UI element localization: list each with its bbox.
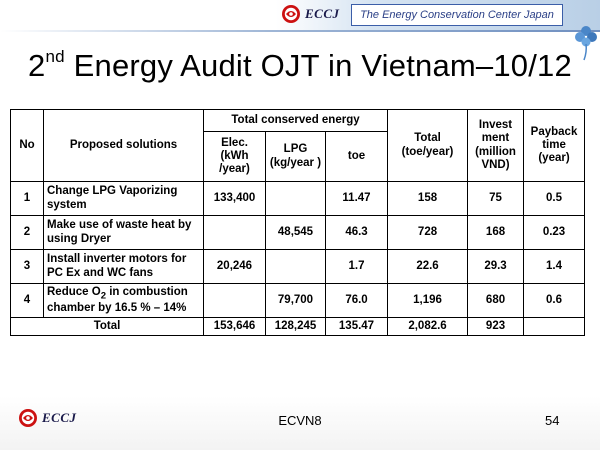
table-row: [11, 284, 585, 318]
title-ordinal-number: 2: [28, 48, 46, 83]
table-row: [11, 250, 585, 284]
total-row: [11, 318, 585, 336]
eccj-emblem-icon: [281, 4, 301, 24]
total-toe: 135.47: [326, 318, 388, 336]
cell-lpg: [266, 250, 326, 284]
logo-text: ECCJ: [305, 6, 340, 21]
solution-text-pre: Reduce O: [47, 286, 101, 299]
cell-toe: 1.7: [326, 250, 388, 284]
total-label: Total: [11, 318, 204, 336]
cell-toe: 46.3: [326, 216, 388, 250]
header-conserved-energy: Total conserved energy: [204, 110, 388, 132]
header-payback: Payback time (year): [524, 110, 585, 182]
cell-toe: 76.0: [326, 284, 388, 318]
cell-no: 4: [11, 284, 44, 318]
footer-logo-text: ECCJ: [42, 410, 77, 425]
cell-total: 22.6: [388, 250, 468, 284]
title-text: Energy Audit OJT in Vietnam–10/12: [64, 48, 572, 83]
cell-toe: 11.47: [326, 182, 388, 216]
total-invest: 923: [468, 318, 524, 336]
solution-subscript: 2: [100, 290, 107, 302]
title-ordinal-suffix: nd: [45, 47, 65, 66]
cell-payback: 0.5: [524, 182, 585, 216]
slide-title: [0, 48, 600, 84]
footer-code: ECVN8: [278, 413, 322, 428]
header-investment: Invest ment (million VND): [468, 110, 524, 182]
cell-solution: Install inverter motors for PC Ex and WC fans: [44, 250, 204, 284]
org-name-box: The Energy Conservation Center Japan: [351, 4, 563, 26]
total-elec: 153,646: [204, 318, 266, 336]
cell-total: 1,196: [388, 284, 468, 318]
cell-total: 158: [388, 182, 468, 216]
solution-text-post: in combustion chamber by 16.5 % – 14%: [47, 286, 188, 314]
total-payback: [524, 318, 585, 336]
cell-elec: [204, 284, 266, 318]
header-total: Total (toe/year): [388, 110, 468, 182]
total-lpg: 128,245: [266, 318, 326, 336]
cell-solution: Change LPG Vaporizing system: [44, 182, 204, 216]
cell-lpg: 79,700: [266, 284, 326, 318]
cell-invest: 680: [468, 284, 524, 318]
header-toe: toe: [326, 132, 388, 182]
cell-payback: 0.23: [524, 216, 585, 250]
cell-payback: 1.4: [524, 250, 585, 284]
cell-no: 2: [11, 216, 44, 250]
header-elec: Elec. (kWh /year): [204, 132, 266, 182]
top-divider: [0, 30, 600, 32]
header-solutions: Proposed solutions: [44, 110, 204, 182]
cell-elec: 133,400: [204, 182, 266, 216]
cell-total: 728: [388, 216, 468, 250]
cell-invest: 75: [468, 182, 524, 216]
page-number: 54: [545, 413, 560, 428]
energy-audit-table: [10, 109, 585, 336]
cell-invest: 29.3: [468, 250, 524, 284]
table-row: [11, 216, 585, 250]
cell-invest: 168: [468, 216, 524, 250]
cell-no: 3: [11, 250, 44, 284]
cell-solution: [44, 284, 204, 318]
cell-solution: Make use of waste heat by using Dryer: [44, 216, 204, 250]
eccj-logo: [281, 3, 340, 25]
header-no: No: [11, 110, 44, 182]
table-row: [11, 182, 585, 216]
header-lpg: LPG (kg/year ): [266, 132, 326, 182]
cell-payback: 0.6: [524, 284, 585, 318]
cell-elec: [204, 216, 266, 250]
cell-no: 1: [11, 182, 44, 216]
total-total: 2,082.6: [388, 318, 468, 336]
cell-elec: 20,246: [204, 250, 266, 284]
cell-lpg: [266, 182, 326, 216]
cell-lpg: 48,545: [266, 216, 326, 250]
header-row: [11, 110, 585, 132]
